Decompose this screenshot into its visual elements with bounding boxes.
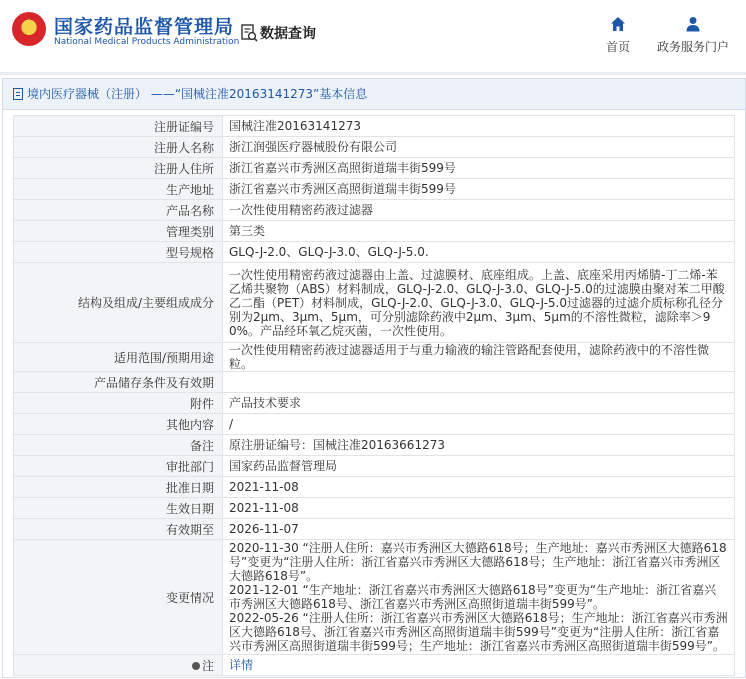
row-value: 2021-11-08 [223, 477, 735, 498]
table-row [14, 116, 735, 137]
row-value: 国械注准20163141273 [223, 116, 735, 137]
row-label: 注册人住所 [14, 158, 223, 179]
table-row [14, 498, 735, 519]
table-row [14, 200, 735, 221]
table-row [14, 456, 735, 477]
row-label: 备注 [14, 435, 223, 456]
row-value: 2026-11-07 [223, 519, 735, 540]
row-label: 批准日期 [14, 477, 223, 498]
table-row [14, 221, 735, 242]
table-row [14, 372, 735, 393]
row-label: 有效期至 [14, 519, 223, 540]
table-row [14, 540, 735, 655]
row-value: 浙江省嘉兴市秀洲区高照街道瑞丰街599号 [223, 179, 735, 200]
nav-gov-portal[interactable] [656, 16, 730, 55]
note-label [14, 655, 223, 676]
table-row [14, 263, 735, 343]
nav-home[interactable] [602, 16, 634, 55]
table-row [14, 655, 735, 676]
data-query-link[interactable]: 数据查询 [260, 26, 316, 42]
row-value: GLQ-J-2.0、GLQ-J-3.0、GLQ-J-5.0. [223, 242, 735, 263]
row-label: 注册证编号 [14, 116, 223, 137]
user-icon [685, 16, 701, 32]
row-value: 浙江省嘉兴市秀洲区高照街道瑞丰街599号 [223, 158, 735, 179]
row-label: 生产地址 [14, 179, 223, 200]
row-value [223, 372, 735, 393]
row-label: 结构及组成/主要组成成分 [14, 263, 223, 343]
row-value: 国家药品监督管理局 [223, 456, 735, 477]
table-row [14, 477, 735, 498]
lightbulb-icon [192, 662, 200, 670]
row-label: 型号规格 [14, 242, 223, 263]
row-label: 适用范围/预期用途 [14, 343, 223, 372]
table-row [14, 414, 735, 435]
national-emblem-icon [12, 12, 46, 46]
row-value: / [223, 414, 735, 435]
site-header [0, 0, 746, 72]
home-icon [610, 16, 626, 32]
row-label: 生效日期 [14, 498, 223, 519]
header-divider [0, 72, 746, 75]
row-value: 产品技术要求 [223, 393, 735, 414]
data-query-icon[interactable] [240, 24, 258, 42]
table-row [14, 137, 735, 158]
info-panel [2, 78, 746, 678]
row-label: 其他内容 [14, 414, 223, 435]
row-value: 第三类 [223, 221, 735, 242]
details-link[interactable]: 详情 [229, 658, 254, 672]
table-row [14, 158, 735, 179]
nav-home-label: 首页 [605, 40, 630, 54]
note-value [223, 655, 735, 676]
site-title[interactable]: 国家药品监督管理局 [54, 16, 235, 38]
row-label: 注册人名称 [14, 137, 223, 158]
table-row [14, 435, 735, 456]
row-value: 2021-11-08 [223, 498, 735, 519]
site-subtitle: National Medical Products Administration [54, 37, 240, 47]
table-row [14, 242, 735, 263]
row-value: 一次性使用精密药液过滤器适用于与重力输液的输注管路配套使用，滤除药液中的不溶性微粒。 [223, 343, 735, 372]
table-row [14, 519, 735, 540]
row-label: 管理类别 [14, 221, 223, 242]
row-label: 产品储存条件及有效期 [14, 372, 223, 393]
row-value: 一次性使用精密药液过滤器 [223, 200, 735, 221]
breadcrumb [3, 79, 745, 110]
row-label: 附件 [14, 393, 223, 414]
row-value: 2020-11-30 “注册人住所：嘉兴市秀洲区大德路618号；生产地址：嘉兴市秀洲区大德路618号”变更为“注册人住所：浙江省嘉兴市秀洲区大德路618号；生产地址：浙江省嘉兴市秀洲区大德路618号”。 2021-12-01 “生产地址：浙江省嘉兴市秀洲区大德路618号”变更为“生产地址：浙江省嘉兴市秀洲区大德路618号、浙江省嘉兴市秀洲区高照街道瑞丰街599号”。 2022-05-26 “注册人住所：浙江省嘉兴市秀洲区大德路618号；生产地址：浙江省嘉兴市秀洲区大德路618号、浙江省嘉兴市秀洲区高照街道瑞丰街599号”变更为“注册人住所：浙江省嘉兴市秀洲区高照街道瑞丰街599号；生产地址：浙江省嘉兴市秀洲区高照街道瑞丰街599号”。 [223, 540, 735, 655]
document-icon [13, 88, 23, 100]
note-label-text: 注 [201, 658, 214, 673]
row-label: 审批部门 [14, 456, 223, 477]
row-value: 一次性使用精密药液过滤器由上盖、过滤膜材、底座组成。上盖、底座采用丙烯腈-丁二烯-苯乙烯共聚物（ABS）材料制成，GLQ-J-2.0、GLQ-J-3.0、GLQ-J-5.0的过滤膜由聚对苯二甲酸乙二酯（PET）材料制成，GLQ-J-2.0、GLQ-J-3.0、GLQ-J-5.0过滤器的过滤介质标称孔径分别为2μm、3μm、5μm，可分别滤除药液中2μm、3μm、5μm的不溶性微粒，滤除率＞90%。产品经环氧乙烷灭菌，一次性使用。 [223, 263, 735, 343]
row-label: 变更情况 [14, 540, 223, 655]
table-row [14, 179, 735, 200]
table-row [14, 343, 735, 372]
row-value: 浙江润强医疗器械股份有限公司 [223, 137, 735, 158]
row-label: 产品名称 [14, 200, 223, 221]
row-value: 原注册证编号：国械注准20163661273 [223, 435, 735, 456]
table-row [14, 393, 735, 414]
nav-gov-label: 政务服务门户 [656, 40, 729, 54]
info-table [13, 115, 735, 676]
breadcrumb-text: 境内医疗器械（注册） ——“国械注准20163141273”基本信息 [27, 87, 368, 101]
